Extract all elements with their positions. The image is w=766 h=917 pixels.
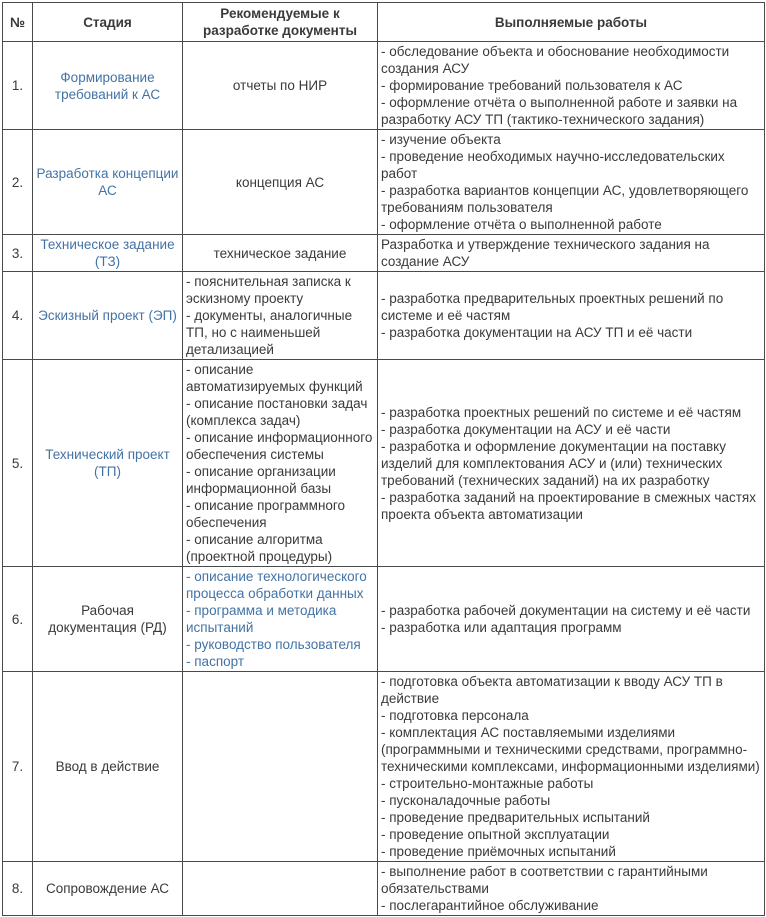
document-label: - документы, аналогичные ТП, но с наименьшей детализацией — [186, 308, 353, 357]
row-number-cell: 3. — [3, 235, 33, 272]
document-item — [186, 463, 374, 497]
work-item: - разработка заданий на проектирование в смежных частях проекта объекта автоматизации — [381, 489, 756, 522]
document-item — [186, 395, 374, 429]
stage-label: Рабочая документация (РД) — [48, 603, 167, 635]
works-cell — [378, 272, 765, 360]
documents-cell — [183, 567, 378, 672]
document-label: - описание автоматизируемых функций — [186, 362, 363, 394]
row-number-cell: 5. — [3, 360, 33, 567]
table-row — [3, 272, 765, 360]
document-item — [186, 245, 374, 262]
stage-link[interactable]: Техническое задание (ТЗ) — [40, 237, 175, 269]
document-link[interactable]: - руководство пользователя — [186, 637, 361, 652]
table-row — [3, 360, 765, 567]
stage-link[interactable]: Технический проект (ТП) — [45, 447, 170, 479]
documents-cell — [183, 130, 378, 235]
work-item: - проведение приёмочных испытаний — [381, 844, 616, 859]
document-label: - описание программного обеспечения — [186, 498, 346, 530]
header-stage: Стадия — [33, 3, 183, 42]
header-number: № — [3, 3, 33, 42]
work-item: - подготовка персонала — [381, 708, 529, 723]
work-item: - оформление отчёта о выполненной работе — [381, 217, 662, 232]
document-label: - пояснительная записка к эскизному проекту — [186, 274, 351, 306]
works-cell — [378, 567, 765, 672]
document-item — [186, 497, 374, 531]
stage-link[interactable]: Разработка концепции АС — [36, 166, 179, 198]
work-item: - разработка и оформление документации на поставку изделий для комплектования АСУ и (или) технических требований (технических заданий) на их разработку — [381, 438, 726, 488]
document-label: - описание организации информационной базы — [186, 464, 336, 496]
document-label: - описание информационного обеспечения системы — [186, 430, 373, 462]
table-header — [3, 3, 765, 42]
table-row — [3, 235, 765, 272]
work-item: - проведение предварительных испытаний — [381, 810, 650, 825]
table-row — [3, 567, 765, 672]
work-item: - разработка проектных решений по системе и её частям — [381, 404, 742, 420]
stages-table — [2, 2, 765, 916]
stage-cell — [33, 42, 183, 130]
document-label: - описание постановки задач (комплекса задач) — [186, 396, 368, 428]
row-number-cell: 1. — [3, 42, 33, 130]
documents-cell — [183, 862, 378, 916]
stage-cell — [33, 235, 183, 272]
work-item: - формирование требований пользователя к АС — [381, 78, 683, 93]
document-label: отчеты по НИР — [232, 78, 328, 93]
works-cell — [378, 130, 765, 235]
stage-cell — [33, 862, 183, 916]
document-label: - описание алгоритма (проектной процедуры) — [186, 532, 333, 564]
document-link[interactable]: - описание технологического процесса обработки данных — [186, 569, 367, 601]
work-item: - обследование объекта и обоснование необходимости создания АСУ — [381, 44, 730, 76]
table-row — [3, 672, 765, 862]
works-cell — [378, 42, 765, 130]
header-row — [3, 3, 765, 42]
works-cell — [378, 672, 765, 862]
document-item — [186, 602, 374, 636]
document-link[interactable]: - программа и методика испытаний — [186, 603, 337, 635]
work-item: - разработка документации на АСУ и её части — [381, 421, 671, 437]
document-item — [186, 653, 374, 670]
stage-cell — [33, 672, 183, 862]
works-cell — [378, 360, 765, 567]
work-item: - разработка рабочей документации на систему и её части — [381, 603, 751, 618]
stage-cell — [33, 567, 183, 672]
document-item — [186, 531, 374, 565]
header-works: Выполняемые работы — [378, 3, 765, 42]
stage-cell — [33, 360, 183, 567]
document-link[interactable]: - паспорт — [186, 654, 245, 669]
work-item: - оформление отчёта о выполненной работе и заявки на разработку АСУ ТП (тактико-технического задания) — [381, 95, 738, 127]
document-item — [186, 273, 374, 307]
document-item — [186, 568, 374, 602]
document-item — [186, 636, 374, 653]
table-row — [3, 130, 765, 235]
documents-cell — [183, 42, 378, 130]
stage-label: Ввод в действие — [55, 759, 160, 774]
work-item: - выполнение работ в соответствии с гарантийными обязательствами — [381, 864, 708, 896]
works-cell — [378, 235, 765, 272]
work-item: - разработка или адаптация программ — [381, 620, 622, 635]
row-number-cell: 6. — [3, 567, 33, 672]
work-item: - разработка предварительных проектных решений по системе и её частям — [381, 291, 724, 323]
work-item: - подготовка объекта автоматизации к вводу АСУ ТП в действие — [381, 674, 723, 706]
row-number-cell: 2. — [3, 130, 33, 235]
documents-cell — [183, 672, 378, 862]
stage-cell — [33, 130, 183, 235]
documents-cell — [183, 360, 378, 567]
documents-cell — [183, 272, 378, 360]
work-item: - строительно-монтажные работы — [381, 776, 594, 791]
row-number-cell: 7. — [3, 672, 33, 862]
work-item: - послегарантийное обслуживание — [381, 898, 599, 913]
stage-label: Сопровождение АС — [45, 881, 170, 896]
work-item: - комплектация АС поставляемыми изделиями (программными и техническими средствами, программно-техническими комплексами, информационными изделиями) — [381, 725, 760, 774]
table-row — [3, 862, 765, 916]
work-item: Разработка и утверждение технического задания на создание АСУ — [381, 237, 710, 269]
documents-cell — [183, 235, 378, 272]
document-label: концепция АС — [235, 174, 325, 190]
document-item — [186, 174, 374, 191]
work-item: - проведение необходимых научно-исследовательских работ — [381, 149, 725, 181]
table-row — [3, 42, 765, 130]
stage-cell — [33, 272, 183, 360]
document-item — [186, 361, 374, 395]
table-body — [3, 42, 765, 916]
work-item: - разработка вариантов концепции АС, удовлетворяющего требованиям пользователя — [381, 183, 749, 215]
document-item — [186, 307, 374, 358]
works-cell — [378, 862, 765, 916]
work-item: - разработка документации на АСУ ТП и её части — [381, 325, 693, 340]
work-item: - пусконаладочные работы — [381, 793, 551, 808]
stage-link[interactable]: Эскизный проект (ЭП) — [38, 308, 177, 323]
document-label: техническое задание — [213, 245, 347, 261]
document-item — [186, 429, 374, 463]
row-number-cell: 8. — [3, 862, 33, 916]
stage-link[interactable]: Формирование требований к АС — [54, 69, 161, 102]
work-item: - изучение объекта — [381, 132, 501, 147]
row-number-cell: 4. — [3, 272, 33, 360]
header-documents: Рекомендуемые к разработке документы — [183, 3, 378, 42]
work-item: - проведение опытной эксплуатации — [381, 827, 610, 842]
document-item — [186, 77, 374, 94]
